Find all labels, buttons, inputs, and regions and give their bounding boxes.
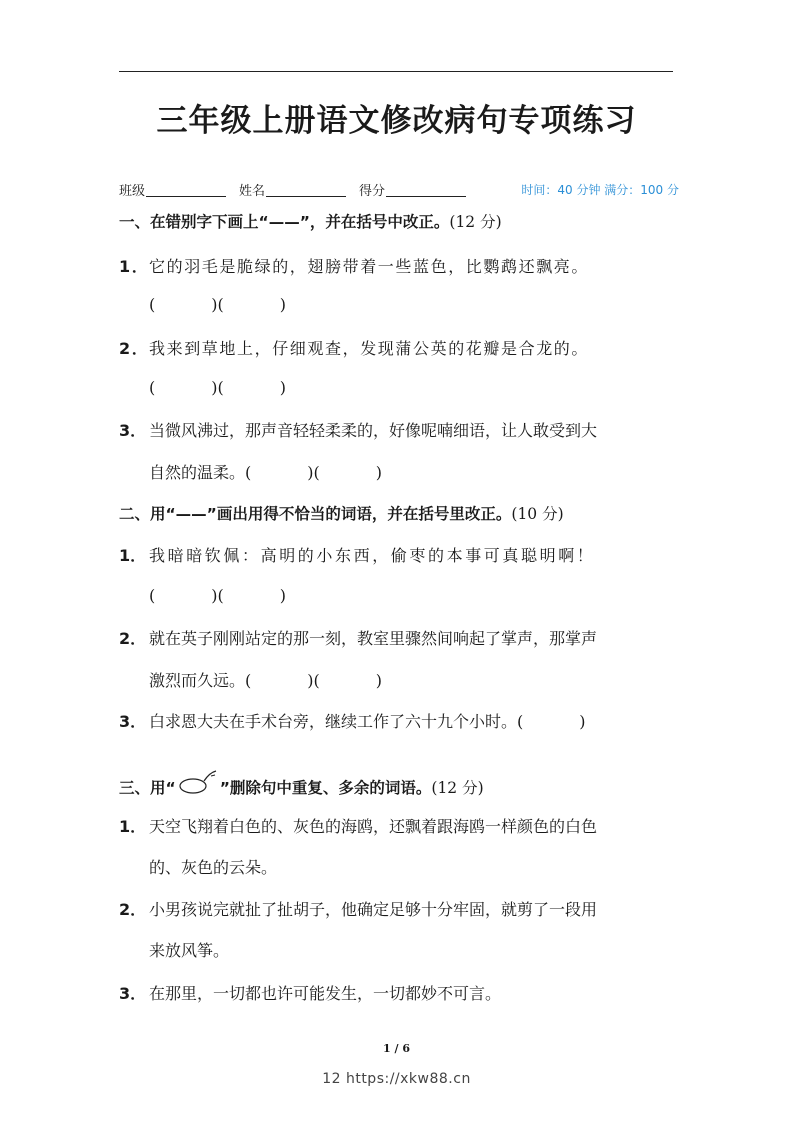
s2-q2-answer-blanks[interactable]: ( )( ) (245, 671, 383, 690)
footer-watermark-link[interactable]: 12 https://xkw88.cn (322, 1071, 471, 1087)
class-field[interactable] (119, 180, 226, 199)
question-text: 小男孩说完就扯了扯胡子，他确定足够十分牢固，就剪了一段用 (149, 900, 598, 919)
section-2-points: (10 分) (511, 505, 564, 523)
s1-question-2 (119, 336, 675, 359)
s2-q1-answer-blanks[interactable]: ( )( ) (149, 586, 286, 605)
section-1-points: (12 分) (449, 213, 502, 231)
score-label: 得分 (359, 184, 386, 199)
s1-question-3-cont: 自然的温柔。( )( ) (149, 463, 383, 482)
question-number: 1． (119, 546, 147, 565)
section-3-points: (12 分) (431, 779, 484, 797)
s2-question-2-cont: 激烈而久远。( )( ) (149, 671, 383, 690)
question-number: 2． (119, 629, 147, 648)
question-text: 天空飞翔着白色的、灰色的海鸥，还飘着跟海鸥一样颜色的白色 (149, 817, 598, 836)
s2-question-1 (119, 543, 675, 566)
student-info-row (119, 178, 679, 202)
section-1-heading: 一、在错别字下画上“——”，并在括号中改正。(12 分) (119, 213, 502, 231)
top-rule (119, 71, 673, 72)
question-number: 3． (119, 712, 147, 731)
s1-question-3 (119, 418, 675, 441)
deletion-mark-icon (178, 770, 218, 796)
s3-question-1-cont: 的、灰色的云朵。 (149, 858, 278, 877)
score-field[interactable] (359, 180, 466, 199)
s3-question-2-cont: 来放风筝。 (149, 941, 230, 960)
s3-question-1 (119, 814, 675, 837)
s1-q2-answer-blanks[interactable]: ( )( ) (149, 378, 286, 397)
page-title: 三年级上册语文修改病句专项练习 (156, 103, 637, 139)
name-blank[interactable] (266, 183, 346, 197)
question-number: 3． (119, 984, 147, 1003)
s1-q1-answer-blanks[interactable]: ( )( ) (149, 295, 286, 314)
question-text: 当微风沸过，那声音轻轻柔柔的，好像呢喃细语，让人敢受到大 (149, 421, 598, 440)
s1-question-1 (119, 254, 675, 277)
s2-question-2 (119, 626, 675, 649)
s1-q3-answer-blanks[interactable]: ( )( ) (245, 463, 383, 482)
class-label: 班级 (119, 184, 146, 199)
question-number: 2． (119, 900, 147, 919)
s2-question-3 (119, 709, 675, 732)
question-text: 我暗暗钦佩：高明的小东西，偷枣的本事可真聪明啊！ (149, 546, 596, 565)
question-number: 1． (119, 257, 150, 276)
question-text: 在那里，一切都也许可能发生，一切都妙不可言。 (149, 984, 502, 1003)
name-field[interactable] (239, 180, 346, 199)
s2-q3-answer-blank[interactable]: ( ) (517, 712, 586, 731)
question-number: 3． (119, 421, 147, 440)
class-blank[interactable] (146, 183, 226, 197)
page-number: 1 / 6 (383, 1042, 410, 1055)
s3-question-3 (119, 981, 675, 1004)
section-3-heading: 三、用“ ”删除句中重复、多余的词语。(12 分) (119, 770, 679, 798)
score-blank[interactable] (386, 183, 466, 197)
section-2-heading: 二、用“——”画出用得不恰当的词语，并在括号里改正。(10 分) (119, 505, 564, 523)
s3-question-2 (119, 897, 675, 920)
time-and-score-meta: 时间：40 分钟 满分：100 分 (521, 183, 679, 197)
question-text: 我来到草地上，仔细观查，发现蒲公英的花瓣是合龙的。 (149, 339, 590, 358)
question-text: 就在英子刚刚站定的那一刻，教室里骤然间响起了掌声，那掌声 (149, 629, 598, 648)
name-label: 姓名 (239, 184, 266, 199)
question-text: 白求恩大夫在手术台旁，继续工作了六十九个小时。 (149, 712, 518, 731)
question-number: 1． (119, 817, 147, 836)
question-number: 2． (119, 339, 150, 358)
question-text: 它的羽毛是脆绿的，翅膀带着一些蓝色，比鹦鹉还飘亮。 (149, 257, 590, 276)
